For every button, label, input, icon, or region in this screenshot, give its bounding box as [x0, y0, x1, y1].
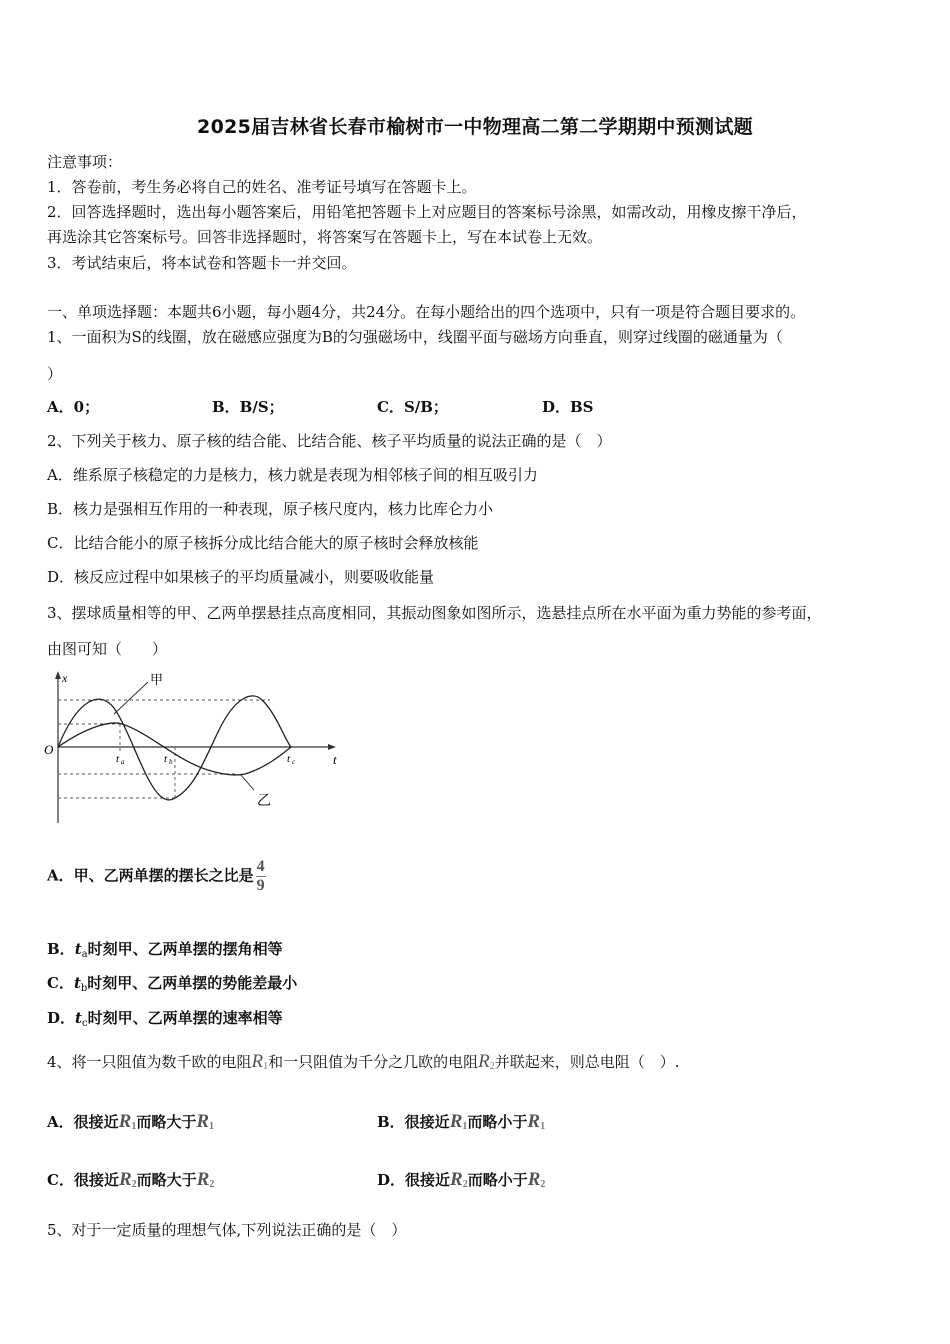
yi-pointer	[240, 774, 254, 790]
option-prefix: C．	[47, 974, 74, 992]
tick-a-sub: a	[121, 758, 125, 766]
resistor-subscript: 2	[462, 1179, 468, 1190]
stem-part: 并联起来，则总电阻（ ）.	[494, 1053, 680, 1071]
question-3-stem-end: 由图可知（ ）	[47, 640, 168, 658]
time-subscript: c	[81, 1018, 88, 1029]
fraction-denominator: 9	[256, 877, 265, 894]
q4-option-c	[47, 1170, 214, 1195]
resistor-symbol: R	[478, 1051, 490, 1072]
pendulum-vibration-graph	[40, 668, 350, 830]
q3-option-c	[47, 973, 297, 999]
option-prefix: C．很接近	[47, 1171, 119, 1189]
origin-label: O	[44, 742, 54, 757]
question-5-stem: 5、对于一定质量的理想气体,下列说法正确的是（ ）	[47, 1221, 407, 1239]
q1-option-d: D．BS	[542, 398, 594, 416]
notice-item: 1．答卷前，考生务必将自己的姓名、准考证号填写在答题卡上。	[47, 178, 477, 196]
resistor-symbol: R	[527, 1169, 541, 1190]
resistor-subscript: 2	[489, 1061, 495, 1072]
tick-b-label: t	[164, 753, 168, 765]
curve-yi	[58, 723, 291, 775]
option-prefix: A．很接近	[47, 1113, 119, 1131]
option-text: 而略大于	[136, 1171, 197, 1189]
question-1-stem: 1、一面积为S的线圈，放在磁感应强度为B的匀强磁场中，线圈平面与磁场方向垂直，则穿过线圈的磁通量为（	[47, 328, 783, 346]
x-axis-arrow	[55, 671, 61, 679]
resistor-symbol: R	[196, 1169, 210, 1190]
tick-a-label: t	[116, 753, 120, 765]
page-title: 2025届吉林省长春市榆树市一中物理高二第二学期期中预测试题	[197, 116, 753, 138]
resistor-subscript: 1	[540, 1121, 546, 1132]
q4-option-b	[377, 1112, 545, 1137]
notice-heading: 注意事项：	[47, 153, 123, 171]
q3-option-b	[47, 939, 283, 965]
option-text: 而略大于	[136, 1113, 197, 1131]
resistor-symbol: R	[118, 1111, 132, 1132]
option-text: 时刻甲、乙两单摆的摆角相等	[87, 940, 283, 958]
q1-option-a: A．0；	[47, 398, 100, 416]
option-text: 时刻甲、乙两单摆的速率相等	[87, 1009, 283, 1027]
notice-item: 再选涂其它答案标号。回答非选择题时，将答案写在答题卡上，写在本试卷上无效。	[47, 228, 603, 246]
q2-option-b: B．核力是强相互作用的一种表现，原子核尺度内，核力比库仑力小	[47, 500, 494, 518]
resistor-subscript: 2	[540, 1179, 546, 1190]
option-text: 时刻甲、乙两单摆的势能差最小	[87, 974, 298, 992]
option-text: 而略小于	[467, 1113, 528, 1131]
notice-item: 2．回答选择题时，选出每小题答案后，用铅笔把答题卡上对应题目的答案标号涂黑，如需改动，用橡皮擦干净后，	[47, 203, 807, 221]
q2-option-c: C．比结合能小的原子核拆分成比结合能大的原子核时会释放核能	[47, 534, 479, 552]
question-1-stem-end: ）	[47, 365, 63, 383]
q2-option-a: A．维系原子核稳定的力是核力，核力就是表现为相邻核子间的相互吸引力	[47, 466, 538, 484]
resistor-symbol: R	[196, 1111, 210, 1132]
tick-b-sub: b	[169, 758, 173, 766]
q1-option-b: B．B/S；	[212, 398, 284, 416]
q4-option-a	[47, 1112, 214, 1137]
dashed-guides	[58, 700, 270, 798]
jia-pointer	[114, 682, 148, 714]
resistor-subscript: 2	[131, 1179, 137, 1190]
question-2-stem: 2、下列关于核力、原子核的结合能、比结合能、核子平均质量的说法正确的是（ ）	[47, 432, 612, 450]
fraction-numerator: 4	[256, 858, 265, 875]
resistor-symbol: R	[450, 1169, 463, 1190]
q3-option-a	[47, 858, 266, 895]
resistor-symbol: R	[449, 1111, 463, 1132]
axis-x-label: x	[62, 671, 68, 685]
tick-c-label: t	[287, 753, 291, 765]
q3-option-d	[47, 1008, 283, 1034]
label-jia: 甲	[150, 672, 164, 687]
axis-t-label: t	[333, 752, 337, 767]
stem-part: 4、将一只阻值为数千欧的电阻	[47, 1053, 252, 1071]
option-prefix: D．很接近	[377, 1171, 451, 1189]
time-subscript: b	[80, 983, 88, 994]
option-prefix: D．	[47, 1009, 76, 1027]
section-heading: 一、单项选择题：本题共6小题，每小题4分，共24分。在每小题给出的四个选项中，只有一项是符合题目要求的。	[47, 303, 806, 321]
t-axis-arrow	[328, 744, 336, 750]
option-text: 而略小于	[467, 1171, 528, 1189]
time-symbol: t	[73, 974, 81, 992]
resistor-subscript: 1	[263, 1061, 269, 1072]
resistor-symbol: R	[527, 1111, 541, 1132]
q4-option-d	[377, 1170, 545, 1195]
question-4-stem	[47, 1052, 680, 1077]
notice-item: 3．考试结束后，将本试卷和答题卡一并交回。	[47, 254, 357, 272]
time-symbol: t	[74, 940, 82, 958]
time-subscript: a	[81, 949, 88, 960]
option-prefix: B．很接近	[377, 1113, 450, 1131]
resistor-subscript: 1	[131, 1121, 137, 1132]
resistor-symbol: R	[118, 1169, 132, 1190]
time-symbol: t	[75, 1009, 82, 1027]
ratio-fraction	[256, 858, 266, 895]
q3-option-a-text: A．甲、乙两单摆的摆长之比是	[47, 866, 254, 885]
q2-option-d: D．核反应过程中如果核子的平均质量减小，则要吸收能量	[47, 568, 435, 586]
q1-option-c: C．S/B；	[377, 398, 448, 416]
resistor-subscript: 2	[209, 1179, 215, 1190]
resistor-symbol: R	[251, 1051, 264, 1072]
question-3-stem: 3、摆球质量相等的甲、乙两单摆悬挂点高度相同，其振动图象如图所示，选悬挂点所在水平面为重力势能的参考面，	[47, 604, 822, 622]
stem-part: 和一只阻值为千分之几欧的电阻	[268, 1053, 479, 1071]
option-prefix: B．	[47, 940, 75, 958]
label-yi: 乙	[257, 794, 271, 809]
resistor-subscript: 1	[209, 1121, 215, 1132]
tick-c-sub: c	[292, 758, 296, 766]
curve-jia	[58, 696, 291, 800]
resistor-subscript: 1	[462, 1121, 468, 1132]
